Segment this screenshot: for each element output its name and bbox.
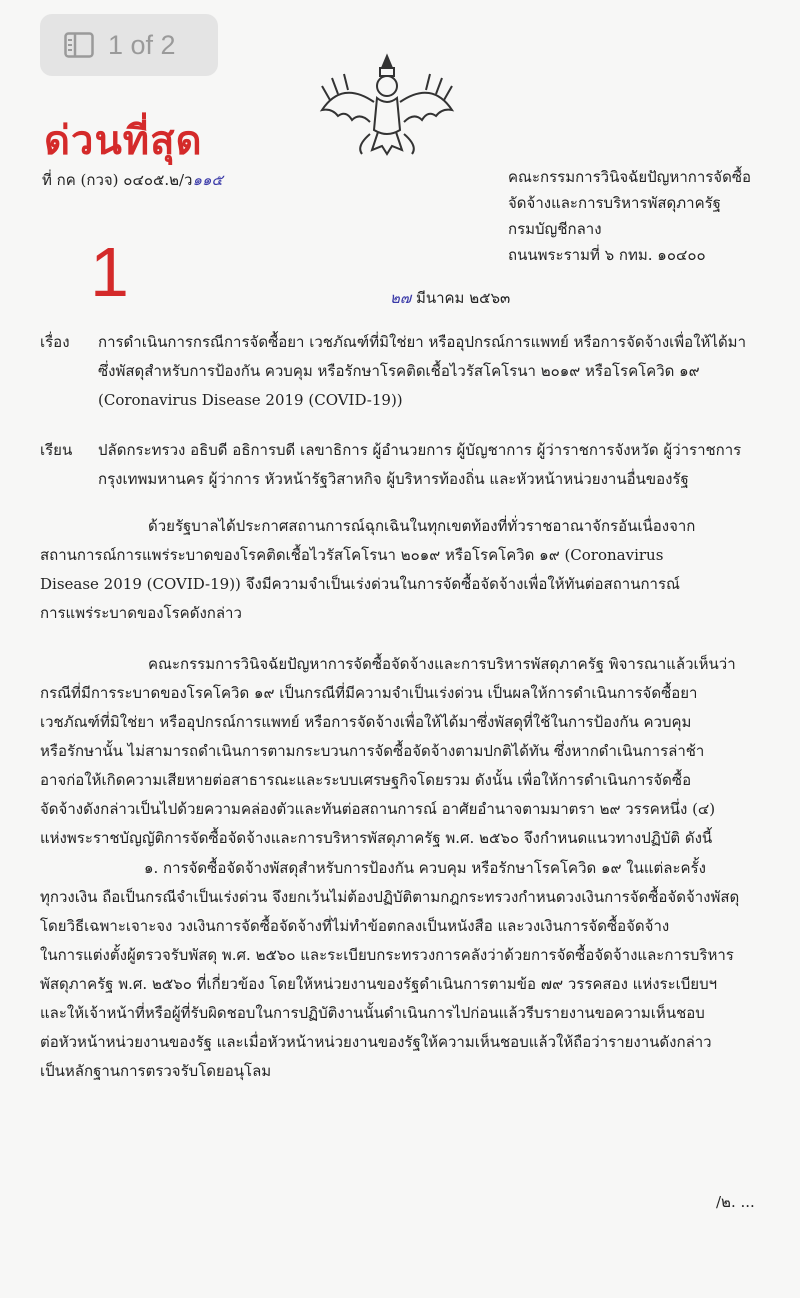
body-paragraph-3: [40, 854, 766, 1086]
paragraph-line: กรณีที่มีการระบาดของโรคโควิด ๑๙ เป็นกรณีที่มีความจำเป็นเร่งด่วน เป็นผลให้การดำเนินการจัดซื้อยา: [40, 684, 698, 702]
addressee-label: เรียน: [40, 441, 73, 459]
date-month-year: มีนาคม ๒๕๖๓: [415, 289, 511, 307]
paragraph-line: Disease 2019 (COVID-19)) จึงมีความจำเป็นเร่งด่วนในการจัดซื้อจัดจ้างเพื่อให้ทันต่อสถานการณ์: [40, 575, 680, 593]
sidebar-panel-icon: [64, 32, 94, 58]
addressee-block: [40, 436, 766, 496]
body-paragraph-1: [40, 512, 766, 628]
document-date: [390, 286, 510, 310]
subject-block: [40, 328, 766, 418]
paragraph-line: อาจก่อให้เกิดความเสียหายต่อสาธารณะและระบบเศรษฐกิจโดยรวม ดังนั้น เพื่อให้การดำเนินการจัดซื้อ: [40, 771, 692, 789]
paragraph-line: ในการแต่งตั้งผู้ตรวจรับพัสดุ พ.ศ. ๒๕๖๐ และระเบียบกระทรวงการคลังว่าด้วยการจัดซื้อจัดจ้างและการบริหาร: [40, 946, 734, 964]
continuation-marker: /๒. ...: [716, 1193, 755, 1211]
document-number: [42, 168, 223, 192]
paragraph-line: เวชภัณฑ์ที่มิใช่ยา หรืออุปกรณ์การแพทย์ หรือการจัดจ้างเพื่อให้ได้มาซึ่งพัสดุที่ใช้ในการป้องกัน ควบคุม: [40, 713, 692, 731]
office-line: กรมบัญชีกลาง: [508, 220, 602, 238]
body-paragraph-2: [40, 650, 766, 853]
addressee-line: กรุงเทพมหานคร ผู้ว่าการ หัวหน้ารัฐวิสาหกิจ ผู้บริหารท้องถิ่น และหัวหน้าหน่วยงานอื่นของรัฐ: [98, 470, 689, 488]
document-number-handwritten: ๑๑๕: [192, 171, 223, 189]
office-line: ถนนพระรามที่ ๖ กทม. ๑๐๔๐๐: [508, 246, 706, 264]
garuda-emblem: [312, 50, 462, 164]
subject-line: ซึ่งพัสดุสำหรับการป้องกัน ควบคุม หรือรักษาโรคติดเชื้อไวรัสโคโรนา ๒๐๑๙ หรือโรคโควิด ๑๙: [98, 362, 700, 380]
subject-line: การดำเนินการกรณีการจัดซื้อยา เวชภัณฑ์ที่มิใช่ยา หรืออุปกรณ์การแพทย์ หรือการจัดจ้างเพื่อให้ได้มา: [98, 333, 746, 351]
paragraph-line: พัสดุภาครัฐ พ.ศ. ๒๕๖๐ ที่เกี่ยวข้อง โดยให้หน่วยงานของรัฐดำเนินการตามข้อ ๗๙ วรรคสอง แห่งระเบียบฯ: [40, 975, 718, 993]
paragraph-line: เป็นหลักฐานการตรวจรับโดยอนุโลม: [40, 1062, 272, 1080]
paragraph-line: ต่อหัวหน้าหน่วยงานของรัฐ และเมื่อหัวหน้าหน่วยงานของรัฐให้ความเห็นชอบแล้วให้ถือว่ารายงานดังกล่าว: [40, 1033, 712, 1051]
paragraph-line: สถานการณ์การแพร่ระบาดของโรคติดเชื้อไวรัสโคโรนา ๒๐๑๙ หรือโรคโควิด ๑๙ (Coronavirus: [40, 546, 664, 564]
office-line: คณะกรรมการวินิจฉัยปัญหาการจัดซื้อ: [508, 168, 752, 186]
paragraph-line: หรือรักษานั้น ไม่สามารถดำเนินการตามกระบวนการจัดซื้อจัดจ้างตามปกติได้ทัน ซึ่งหากดำเนินการล่าช้า: [40, 742, 705, 760]
paragraph-line: ๑. การจัดซื้อจัดจ้างพัสดุสำหรับการป้องกัน ควบคุม หรือรักษาโรคโควิด ๑๙ ในแต่ละครั้ง: [144, 859, 706, 877]
subject-text: [98, 328, 766, 415]
paragraph-line: การแพร่ระบาดของโรคดังกล่าว: [40, 604, 242, 622]
subject-line: (Coronavirus Disease 2019 (COVID-19)): [98, 391, 403, 409]
paragraph-line: ด้วยรัฐบาลได้ประกาศสถานการณ์ฉุกเฉินในทุกเขตท้องที่ทั่วราชอาณาจักรอันเนื่องจาก: [148, 517, 696, 535]
addressee-line: ปลัดกระทรวง อธิบดี อธิการบดี เลขาธิการ ผู้อำนวยการ ผู้บัญชาการ ผู้ว่าราชการจังหวัด ผู้ว่าราชการ: [98, 441, 742, 459]
annotation-number: 1: [90, 233, 129, 311]
paragraph-line: คณะกรรมการวินิจฉัยปัญหาการจัดซื้อจัดจ้างและการบริหารพัสดุภาครัฐ พิจารณาแล้วเห็นว่า: [148, 655, 736, 673]
addressee-text: [98, 436, 766, 494]
date-day-handwritten: ๒๗: [390, 289, 412, 307]
issuing-office-address: [508, 164, 751, 268]
page-indicator-label: 1 of 2: [108, 29, 176, 60]
page-indicator[interactable]: [40, 14, 218, 76]
paragraph-line: จัดจ้างดังกล่าวเป็นไปด้วยความคล่องตัวและทันต่อสถานการณ์ อาศัยอำนาจตามมาตรา ๒๙ วรรคหนึ่ง (๔): [40, 800, 716, 818]
subject-label: เรื่อง: [40, 333, 70, 351]
document-number-prefix: ที่ กค (กวจ) ๐๔๐๕.๒/ว: [42, 171, 193, 189]
paragraph-line: โดยวิธีเฉพาะเจาะจง วงเงินการจัดซื้อจัดจ้างที่ไม่ทำข้อตกลงเป็นหนังสือ และวงเงินการจัดซื้อจัดจ้าง: [40, 917, 670, 935]
paragraph-line: และให้เจ้าหน้าที่หรือผู้ที่รับผิดชอบในการปฏิบัติงานนั้นดำเนินการไปก่อนแล้วรีบรายงานขอความเห็นชอบ: [40, 1004, 705, 1022]
paragraph-line: ทุกวงเงิน ถือเป็นกรณีจำเป็นเร่งด่วน จึงยกเว้นไม่ต้องปฏิบัติตามกฎกระทรวงกำหนดวงเงินการจัดซื้อจัดจ้างพัสดุ: [40, 888, 740, 906]
office-line: จัดจ้างและการบริหารพัสดุภาครัฐ: [508, 194, 721, 212]
urgency-stamp: ด่วนที่สุด: [44, 117, 203, 164]
paragraph-line: แห่งพระราชบัญญัติการจัดซื้อจัดจ้างและการบริหารพัสดุภาครัฐ พ.ศ. ๒๕๖๐ จึงกำหนดแนวทางปฏิบัติ ดังนี้: [40, 829, 713, 847]
